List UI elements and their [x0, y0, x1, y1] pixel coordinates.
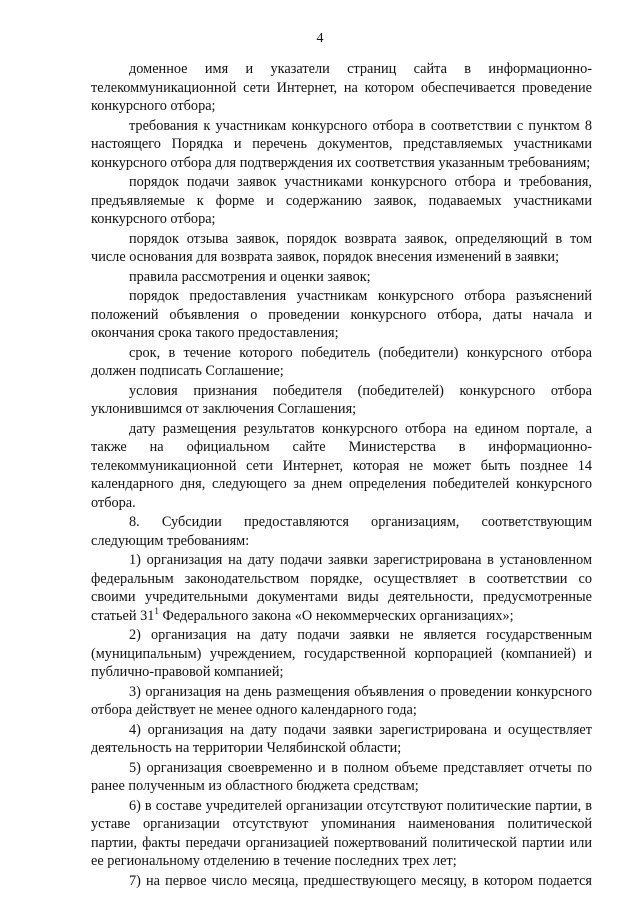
paragraph-requirement-7: 7) на первое число месяца, предшествующего месяцу, в котором подается	[129, 872, 592, 889]
document-body	[91, 60, 592, 890]
page-number: 4	[316, 31, 324, 46]
paragraph-submission-procedure: порядок подачи заявок участниками конкурсного отбора и требования, предъявляемые к форме и содержанию заявок, подаваемых участниками конкурсного отбора;	[91, 174, 592, 227]
paragraph-clarifications: порядок предоставления участникам конкурсного отбора разъяснений положений объявления о проведении конкурсного отбора, даты начала и окончания срока такого предоставления;	[91, 288, 592, 341]
paragraph-review-rules: правила рассмотрения и оценки заявок;	[129, 268, 371, 285]
paragraph-results-publication: дату размещения результатов конкурсного отбора на едином портале, а также на официальном сайте Министерства в информационно-телекоммуникационной сети Интернет, которая не может быть позднее 14 календарного дня, следующего за днем определения победителей конкурсного отбора.	[91, 420, 592, 511]
paragraph-requirement-2: 2) организация на дату подачи заявки не является государственным (муниципальным) учреждением, государственной корпорацией (компанией) и публично-правовой компанией;	[91, 627, 592, 680]
paragraph-requirement-5: 5) организация своевременно и в полном объеме представляет отчеты по ранее полученным из областного бюджета средствам;	[91, 759, 592, 794]
paragraph-evasion-conditions: условия признания победителя (победителей) конкурсного отбора уклонившимся от заключения Соглашения;	[91, 382, 592, 417]
requirement-1-tail: Федерального закона «О некоммерческих организациях»;	[158, 607, 514, 624]
requirement-1-text: 1) организация на дату подачи заявки зарегистрирована в установленном федеральным законодательством порядке, осуществляет в соответствии со своими учредительными документами виды деятельности, предусмотренные статьей 31	[91, 552, 592, 624]
paragraph-requirement-3: 3) организация на день размещения объявления о проведении конкурсного отбора действует не менее одного календарного года;	[91, 683, 592, 718]
paragraph-signing-deadline: срок, в течение которого победитель (победители) конкурсного отбора должен подписать Соглашение;	[91, 344, 592, 379]
paragraph-domain-name: доменное имя и указатели страниц сайта в информационно-телекоммуникационной сети Интернет, на котором обеспечивается проведение конкурсного отбора;	[91, 61, 592, 114]
paragraph-requirement-4: 4) организация на дату подачи заявки зарегистрирована и осуществляет деятельность на территории Челябинской области;	[91, 721, 592, 756]
paragraph-section-8: 8. Субсидии предоставляются организациям, соответствующим следующим требованиям:	[91, 514, 592, 549]
paragraph-withdrawal-procedure: порядок отзыва заявок, порядок возврата заявок, определяющий в том числе основания для возврата заявок, порядок внесения изменений в заявки;	[91, 230, 592, 265]
paragraph-requirement-1	[91, 551, 592, 625]
paragraph-requirement-6: 6) в составе учредителей организации отсутствуют политические партии, в уставе организации отсутствуют упоминания наименования политической партии, факты передачи организацией пожертвований политической партии или ее региональному отделению в течение последних трех лет;	[91, 797, 592, 869]
paragraph-participant-requirements: требования к участникам конкурсного отбора в соответствии с пунктом 8 настоящего Порядка и перечень документов, представляемых участниками конкурсного отбора для подтверждения их соответствия указанным требованиям;	[91, 117, 592, 171]
footnote-superscript: 1	[154, 605, 159, 616]
